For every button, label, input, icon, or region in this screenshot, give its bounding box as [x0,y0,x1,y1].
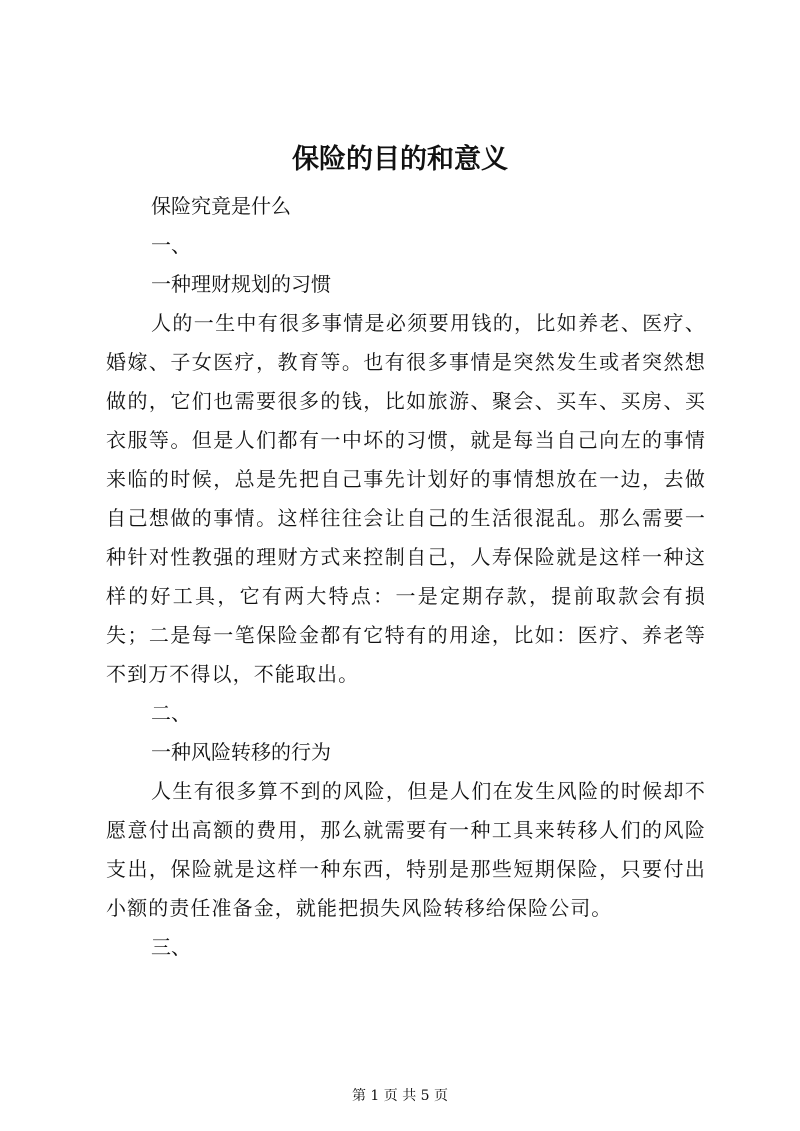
page-number-footer: 第 1 页 共 5 页 [351,1088,449,1104]
section-number-2: 二、 [151,701,191,725]
subheading-what-is-insurance: 保险究竟是什么 [151,194,291,218]
document-body [106,187,706,967]
section-number-1: 一、 [151,233,191,257]
paragraph-financial-planning: 人的一生中有很多事情是必须要用钱的，比如养老、医疗、婚嫁、子女医疗，教育等。也有很多事情是突然发生或者突然想做的，它们也需要很多的钱，比如旅游、聚会、买车、买房、买衣服等。但是人们都有一中坏的习惯，就是每当自己向左的事情来临的时候，总是先把自己事先计划好的事情想放在一边，去做自己想做的事情。这样往往会让自己的生活很混乱。那么需要一种针对性教强的理财方式来控制自己，人寿保险就是这样一种这样的好工具，它有两大特点：一是定期存款，提前取款会有损失；二是每一笔保险金都有它特有的用途，比如：医疗、养老等不到万不得以，不能取出。 [106,311,706,686]
section-number-3: 三、 [151,935,191,959]
section-heading-1: 一种理财规划的习惯 [151,272,331,296]
paragraph-risk-transfer: 人生有很多算不到的风险，但是人们在发生风险的时候却不愿意付出高额的费用，那么就需要有一种工具来转移人们的风险支出，保险就是这样一种东西，特别是那些短期保险，只要付出小额的责任准备金，就能把损失风险转移给保险公司。 [106,779,706,920]
section-heading-2: 一种风险转移的行为 [151,740,331,764]
document-title: 保险的目的和意义 [292,144,508,175]
